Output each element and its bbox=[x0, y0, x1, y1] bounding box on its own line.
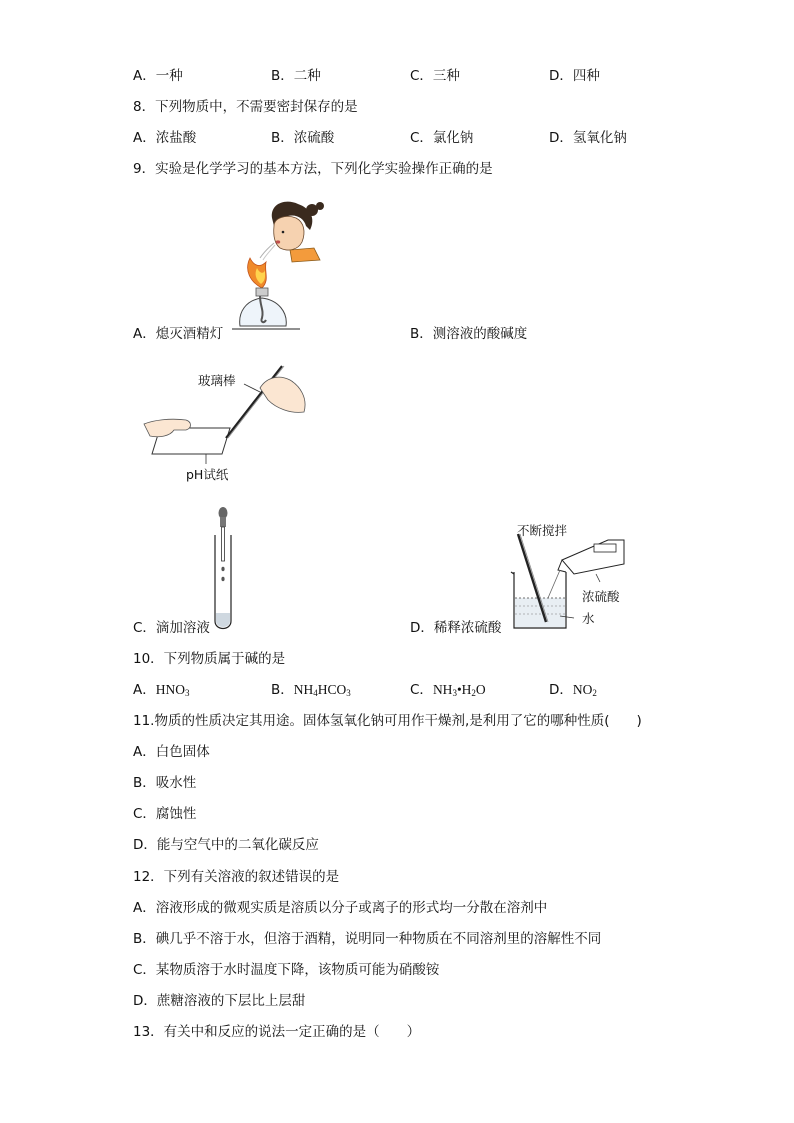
q9-stem: 9．实验是化学学习的基本方法，下列化学实验操作正确的是 bbox=[133, 161, 493, 177]
q9-option-b: B．测溶液的酸碱度 bbox=[410, 326, 528, 342]
q11-option-d: D．能与空气中的二氧化碳反应 bbox=[133, 837, 319, 853]
q12-option-d: D．蔗糖溶液的下层比上层甜 bbox=[133, 993, 306, 1009]
q9-option-c: C．滴加溶液 bbox=[133, 620, 210, 636]
q8-option-a: A．浓盐酸 bbox=[133, 130, 197, 146]
q8-option-d: D．氢氧化钠 bbox=[549, 130, 627, 146]
q12-option-a: A．溶液形成的微观实质是溶质以分子或离子的形式均一分散在溶剂中 bbox=[133, 900, 548, 916]
q10-option-b: B．$NH_4HCO_3$ bbox=[271, 682, 351, 698]
stir-label: 不断搅拌 bbox=[517, 523, 568, 538]
conc-acid-label: 浓硫酸 bbox=[582, 589, 620, 604]
q10-option-c: C．$NH_3•H_2O$ bbox=[410, 682, 486, 698]
q8-option-b: B．浓硫酸 bbox=[271, 130, 335, 146]
q12-stem: 12．下列有关溶液的叙述错误的是 bbox=[133, 869, 340, 885]
q9-option-a: A．熄灭酒精灯 bbox=[133, 326, 224, 342]
q7-option-d: D．四种 bbox=[549, 68, 600, 84]
glass-rod-label: 玻璃棒 bbox=[198, 373, 236, 388]
q10-stem: 10．下列物质属于碱的是 bbox=[133, 651, 286, 667]
water-label: 水 bbox=[582, 611, 595, 626]
q12-option-b: B．碘几乎不溶于水，但溶于酒精，说明同一种物质在不同溶剂里的溶解性不同 bbox=[133, 931, 602, 947]
ph-paper-label: pH试纸 bbox=[186, 467, 229, 482]
q9-option-d: D．稀释浓硫酸 bbox=[410, 620, 502, 636]
q11-option-a: A．白色固体 bbox=[133, 744, 210, 760]
q7-option-b: B．二种 bbox=[271, 68, 321, 84]
q10-option-a: A．$HNO_3$ bbox=[133, 682, 190, 698]
q7-option-c: C．三种 bbox=[410, 68, 460, 84]
figure-dropper-test-tube bbox=[208, 505, 238, 633]
q12-option-c: C．某物质溶于水时温度下降，该物质可能为硝酸铵 bbox=[133, 962, 440, 978]
q13-stem: 13．有关中和反应的说法一定正确的是（ ） bbox=[133, 1024, 421, 1040]
q8-stem: 8．下列物质中，不需要密封保存的是 bbox=[133, 99, 358, 115]
figure-blow-out-alcohol-lamp bbox=[230, 196, 330, 338]
q11-option-b: B．吸水性 bbox=[133, 775, 197, 791]
q11-option-c: C．腐蚀性 bbox=[133, 806, 197, 822]
q8-option-c: C．氯化钠 bbox=[410, 130, 474, 146]
q7-option-a: A．一种 bbox=[133, 68, 183, 84]
q11-stem: 11.物质的性质决定其用途。固体氢氧化钠可用作干燥剂,是利用了它的哪种性质( ) bbox=[133, 713, 642, 729]
q10-option-d: D．$NO_2$ bbox=[549, 682, 597, 698]
